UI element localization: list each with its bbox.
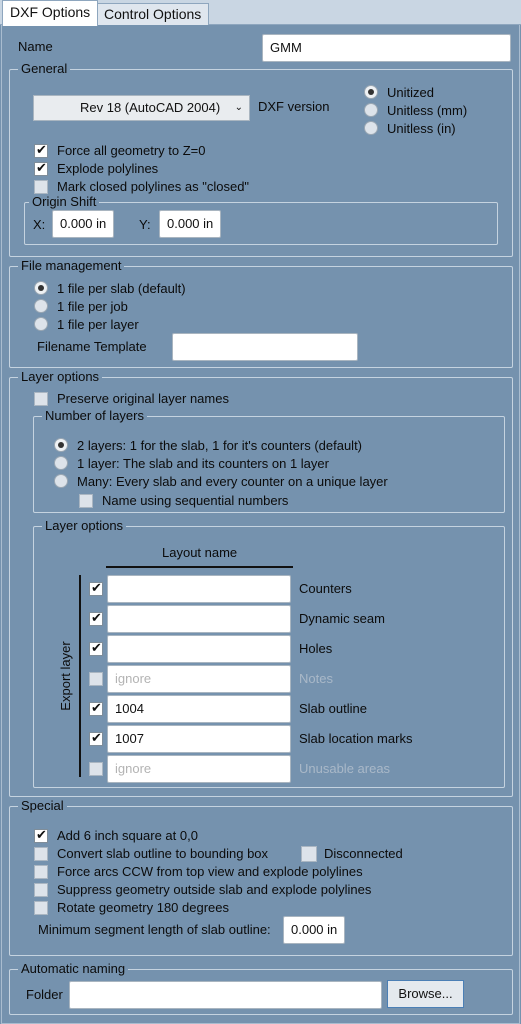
add-square-checkbox[interactable] — [34, 829, 48, 843]
folder-label: Folder — [26, 987, 63, 1002]
origin-y-label: Y: — [139, 217, 151, 232]
disconnected-label: Disconnected — [324, 846, 403, 861]
one-layer-radio[interactable] — [54, 456, 68, 470]
file-per-job-label: 1 file per job — [57, 299, 128, 314]
sequential-numbers-label: Name using sequential numbers — [102, 493, 289, 508]
general-legend: General — [18, 61, 70, 77]
rotate-180-label: Rotate geometry 180 degrees — [57, 900, 229, 915]
notes-label: Notes — [299, 671, 333, 686]
slab-location-marks-layout-input[interactable]: 1007 — [107, 725, 291, 753]
preserve-layer-names-label: Preserve original layer names — [57, 391, 229, 406]
force-arcs-ccw-label: Force arcs CCW from top view and explode polylines — [57, 864, 363, 879]
layer-options-legend: Layer options — [18, 369, 102, 385]
folder-input[interactable] — [69, 981, 382, 1009]
counters-label: Counters — [299, 581, 352, 596]
two-layers-label: 2 layers: 1 for the slab, 1 for it's counters (default) — [77, 438, 363, 453]
slab-location-marks-label: Slab location marks — [299, 731, 413, 746]
automatic-naming-legend: Automatic naming — [18, 961, 128, 977]
force-z0-checkbox[interactable] — [34, 144, 48, 158]
origin-y-input[interactable]: 0.000 in — [159, 210, 221, 238]
force-z0-label: Force all geometry to Z=0 — [57, 143, 206, 158]
inner-layer-options-legend: Layer options — [42, 518, 126, 534]
file-per-job-radio[interactable] — [34, 299, 48, 313]
dynamic-seam-export-checkbox[interactable] — [89, 612, 103, 626]
file-management-legend: File management — [18, 258, 124, 274]
unusable-areas-layout-input[interactable]: ignore — [107, 755, 291, 783]
export-layer-label: Export layer — [58, 641, 73, 711]
unitless-in-label: Unitless (in) — [387, 121, 456, 136]
counters-export-checkbox[interactable] — [89, 582, 103, 596]
suppress-geometry-checkbox[interactable] — [34, 883, 48, 897]
mark-closed-checkbox[interactable] — [34, 180, 48, 194]
name-input[interactable]: GMM — [262, 34, 511, 62]
notes-layout-input[interactable]: ignore — [107, 665, 291, 693]
slab-outline-export-checkbox[interactable] — [89, 702, 103, 716]
tab-dxf-options[interactable]: DXF Options — [2, 0, 98, 26]
name-label: Name — [18, 39, 53, 54]
file-per-layer-radio[interactable] — [34, 317, 48, 331]
dxf-version-label: DXF version — [258, 99, 330, 114]
min-segment-label: Minimum segment length of slab outline: — [38, 922, 271, 937]
one-layer-label: 1 layer: The slab and its counters on 1 layer — [77, 456, 329, 471]
number-of-layers-legend: Number of layers — [42, 408, 147, 424]
filename-template-label: Filename Template — [37, 339, 147, 354]
bounding-box-label: Convert slab outline to bounding box — [57, 846, 269, 861]
many-layers-radio[interactable] — [54, 474, 68, 488]
unitless-mm-radio[interactable] — [364, 103, 378, 117]
layout-name-header: Layout name — [162, 545, 238, 560]
file-per-layer-label: 1 file per layer — [57, 317, 139, 332]
bounding-box-checkbox[interactable] — [34, 847, 48, 861]
add-square-label: Add 6 inch square at 0,0 — [57, 828, 198, 843]
rotate-180-checkbox[interactable] — [34, 901, 48, 915]
file-per-slab-label: 1 file per slab (default) — [57, 281, 186, 296]
force-arcs-ccw-checkbox[interactable] — [34, 865, 48, 879]
tab-control-options[interactable]: Control Options — [96, 3, 209, 25]
holes-label: Holes — [299, 641, 333, 656]
preserve-layer-names-checkbox[interactable] — [34, 392, 48, 406]
explode-polylines-label: Explode polylines — [57, 161, 159, 176]
browse-button[interactable]: Browse... — [387, 980, 464, 1008]
many-layers-label: Many: Every slab and every counter on a unique layer — [77, 474, 388, 489]
explode-polylines-checkbox[interactable] — [34, 162, 48, 176]
unitless-mm-label: Unitless (mm) — [387, 103, 468, 118]
slab-outline-layout-input[interactable]: 1004 — [107, 695, 291, 723]
suppress-geometry-label: Suppress geometry outside slab and explode polylines — [57, 882, 372, 897]
unitized-label: Unitized — [387, 85, 434, 100]
min-segment-input[interactable]: 0.000 in — [283, 916, 345, 944]
filename-template-input[interactable] — [172, 333, 358, 361]
origin-x-input[interactable]: 0.000 in — [52, 210, 114, 238]
notes-export-checkbox[interactable] — [89, 672, 103, 686]
two-layers-radio[interactable] — [54, 438, 68, 452]
sequential-numbers-checkbox[interactable] — [79, 494, 93, 508]
disconnected-checkbox[interactable] — [301, 846, 317, 862]
dxf-version-dropdown[interactable] — [33, 95, 250, 121]
origin-shift-legend: Origin Shift — [29, 194, 99, 210]
counters-layout-input[interactable] — [107, 575, 291, 603]
holes-layout-input[interactable] — [107, 635, 291, 663]
dynamic-seam-label: Dynamic seam — [299, 611, 385, 626]
special-legend: Special — [18, 798, 67, 814]
unitless-in-radio[interactable] — [364, 121, 378, 135]
layout-header-rule — [106, 566, 293, 568]
slab-outline-label: Slab outline — [299, 701, 367, 716]
slab-location-marks-export-checkbox[interactable] — [89, 732, 103, 746]
unitized-radio[interactable] — [364, 85, 378, 99]
dxf-version-value: Rev 18 (AutoCAD 2004) — [80, 100, 221, 115]
export-layer-bracket — [79, 575, 81, 777]
origin-x-label: X: — [33, 217, 46, 232]
dynamic-seam-layout-input[interactable] — [107, 605, 291, 633]
unusable-areas-export-checkbox[interactable] — [89, 762, 103, 776]
chevron-down-icon: ⌄ — [234, 102, 243, 113]
unusable-areas-label: Unusable areas — [299, 761, 391, 776]
mark-closed-label: Mark closed polylines as "closed" — [57, 179, 250, 194]
file-per-slab-radio[interactable] — [34, 281, 48, 295]
holes-export-checkbox[interactable] — [89, 642, 103, 656]
